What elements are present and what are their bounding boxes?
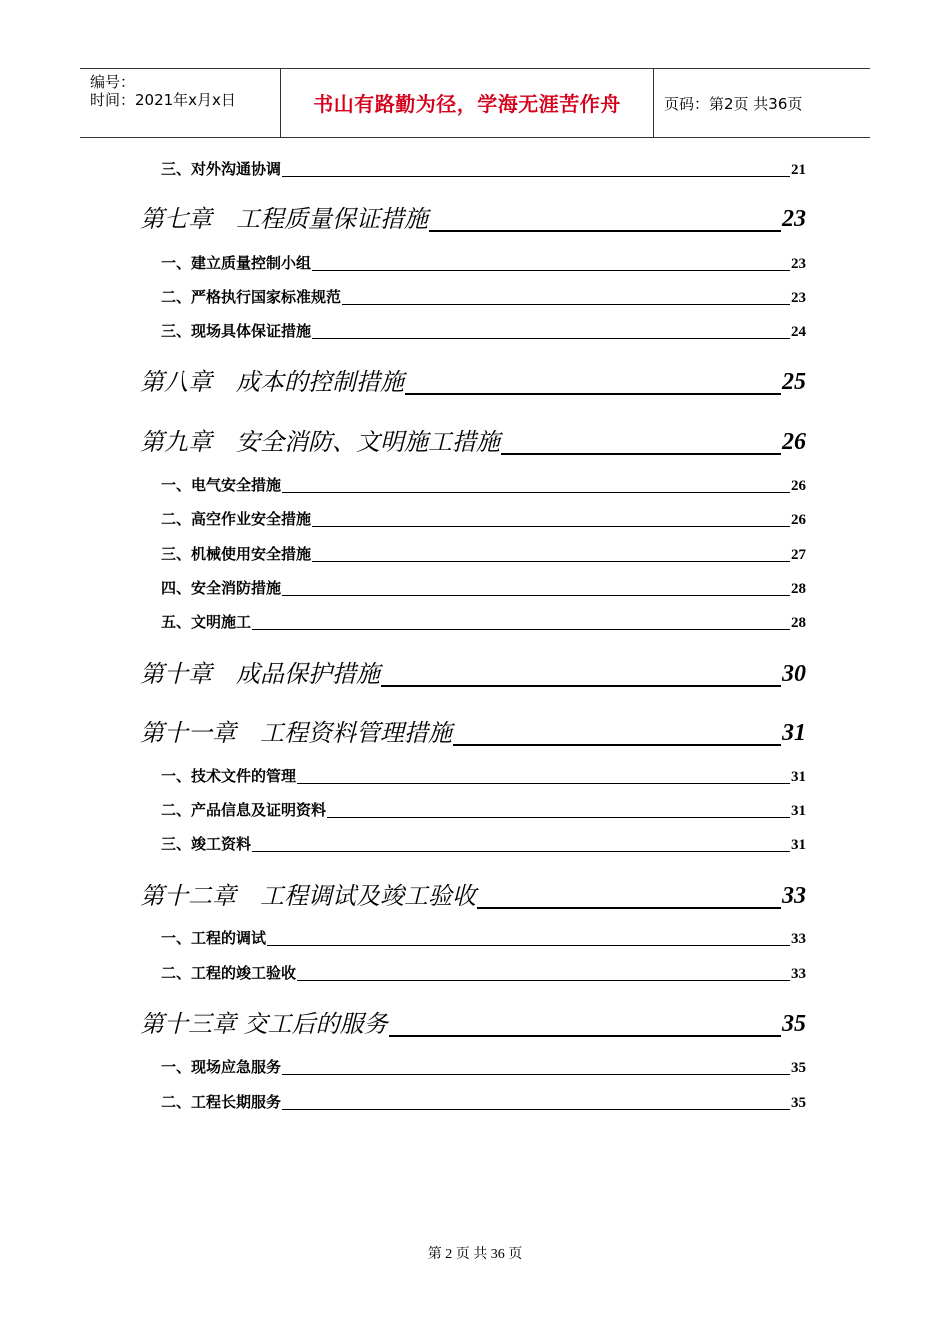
toc-entry-title: 第十一章 工程资料管理措施 [140,719,452,747]
toc-page-number: 35 [791,1060,806,1076]
toc-entry-title: 三、现场具体保证措施 [161,324,312,340]
header-motto: 书山有路勤为径，学海无涯苦作舟 [313,92,621,116]
toc-chapter-entry[interactable] [140,200,806,236]
toc-section-entry[interactable] [140,1091,806,1113]
toc-section-entry[interactable] [140,611,806,633]
toc-leader-line [312,526,790,527]
toc-section-entry[interactable] [140,799,806,821]
toc-entry-title: 一、技术文件的管理 [161,769,297,785]
toc-entry-title: 二、产品信息及证明资料 [161,803,327,819]
page-footer: 第 2 页 共 36 页 [427,1247,523,1262]
toc-leader-line [297,980,790,981]
toc-section-entry[interactable] [140,158,806,180]
toc-page-number: 23 [791,290,806,306]
toc-page-number: 23 [782,206,806,232]
toc-page-number: 28 [791,615,806,631]
toc-section-entry[interactable] [140,508,806,530]
header-page-cell [654,69,870,137]
toc-section-entry[interactable] [140,765,806,787]
toc-chapter-entry[interactable] [140,655,806,691]
toc-chapter-entry[interactable] [140,714,806,750]
toc-page-number: 33 [791,931,806,947]
toc-leader-line [327,817,790,818]
document-code-label: 编号： [90,73,136,91]
header-page-number: 页码：第2页 共36页 [664,95,803,113]
toc-leader-line [405,393,781,395]
toc-leader-line [252,851,790,852]
toc-entry-title: 一、工程的调试 [161,931,267,947]
toc-leader-line [389,1035,781,1037]
toc-leader-line [312,270,790,271]
toc-page-number: 31 [791,837,806,853]
toc-leader-line [477,907,781,909]
toc-entry-title: 一、建立质量控制小组 [161,256,312,272]
toc-page-number: 26 [791,478,806,494]
toc-section-entry[interactable] [140,1056,806,1078]
toc-leader-line [282,1074,790,1075]
toc-entry-title: 第十三章 交工后的服务 [140,1010,388,1038]
document-date: 时间：2021年x月x日 [90,91,236,109]
toc-leader-line [381,685,781,687]
toc-leader-line [312,561,790,562]
toc-entry-title: 二、工程的竣工验收 [161,966,297,982]
toc-section-entry[interactable] [140,320,806,342]
toc-leader-line [453,744,781,746]
toc-entry-title: 一、现场应急服务 [161,1060,282,1076]
toc-chapter-entry[interactable] [140,363,806,399]
toc-leader-line [429,230,781,232]
toc-entry-title: 第十二章 工程调试及竣工验收 [140,882,476,910]
toc-section-entry[interactable] [140,543,806,565]
header-info-cell [80,69,281,137]
toc-page-number: 23 [791,256,806,272]
toc-page-number: 31 [791,803,806,819]
toc-entry-title: 第八章 成本的控制措施 [140,368,404,396]
toc-entry-title: 第十章 成品保护措施 [140,660,380,688]
toc-leader-line [282,492,790,493]
toc-page-number: 33 [782,883,806,909]
toc-page-number: 26 [782,429,806,455]
toc-leader-line [282,1109,790,1110]
toc-leader-line [252,629,790,630]
toc-leader-line [501,453,781,455]
toc-page-number: 35 [782,1011,806,1037]
toc-section-entry[interactable] [140,962,806,984]
toc-leader-line [342,304,790,305]
page-header [80,68,870,138]
toc-entry-title: 第九章 安全消防、文明施工措施 [140,428,500,456]
toc-entry-title: 二、工程长期服务 [161,1095,282,1111]
toc-section-entry[interactable] [140,833,806,855]
toc-entry-title: 三、竣工资料 [161,837,252,853]
toc-page-number: 24 [791,324,806,340]
toc-chapter-entry[interactable] [140,423,806,459]
toc-page-number: 30 [782,661,806,687]
toc-section-entry[interactable] [140,927,806,949]
toc-leader-line [312,338,790,339]
toc-leader-line [267,945,790,946]
toc-section-entry[interactable] [140,474,806,496]
toc-chapter-entry[interactable] [140,877,806,913]
toc-page-number: 25 [782,369,806,395]
toc-chapter-entry[interactable] [140,1005,806,1041]
toc-section-entry[interactable] [140,286,806,308]
toc-entry-title: 第七章 工程质量保证措施 [140,205,428,233]
toc-page-number: 28 [791,581,806,597]
toc-leader-line [282,595,790,596]
header-motto-cell [281,69,654,137]
toc-section-entry[interactable] [140,577,806,599]
toc-page-number: 35 [791,1095,806,1111]
toc-page-number: 31 [791,769,806,785]
toc-page-number: 26 [791,512,806,528]
toc-entry-title: 三、机械使用安全措施 [161,547,312,563]
toc-leader-line [282,176,790,177]
toc-page-number: 27 [791,547,806,563]
toc-page-number: 21 [791,162,806,178]
toc-entry-title: 三、对外沟通协调 [161,162,282,178]
toc-page-number: 33 [791,966,806,982]
toc-leader-line [297,783,790,784]
toc-section-entry[interactable] [140,252,806,274]
toc-entry-title: 二、高空作业安全措施 [161,512,312,528]
toc-entry-title: 二、严格执行国家标准规范 [161,290,342,306]
toc-page-number: 31 [782,720,806,746]
toc-entry-title: 四、安全消防措施 [161,581,282,597]
toc-entry-title: 一、电气安全措施 [161,478,282,494]
toc-entry-title: 五、文明施工 [161,615,252,631]
